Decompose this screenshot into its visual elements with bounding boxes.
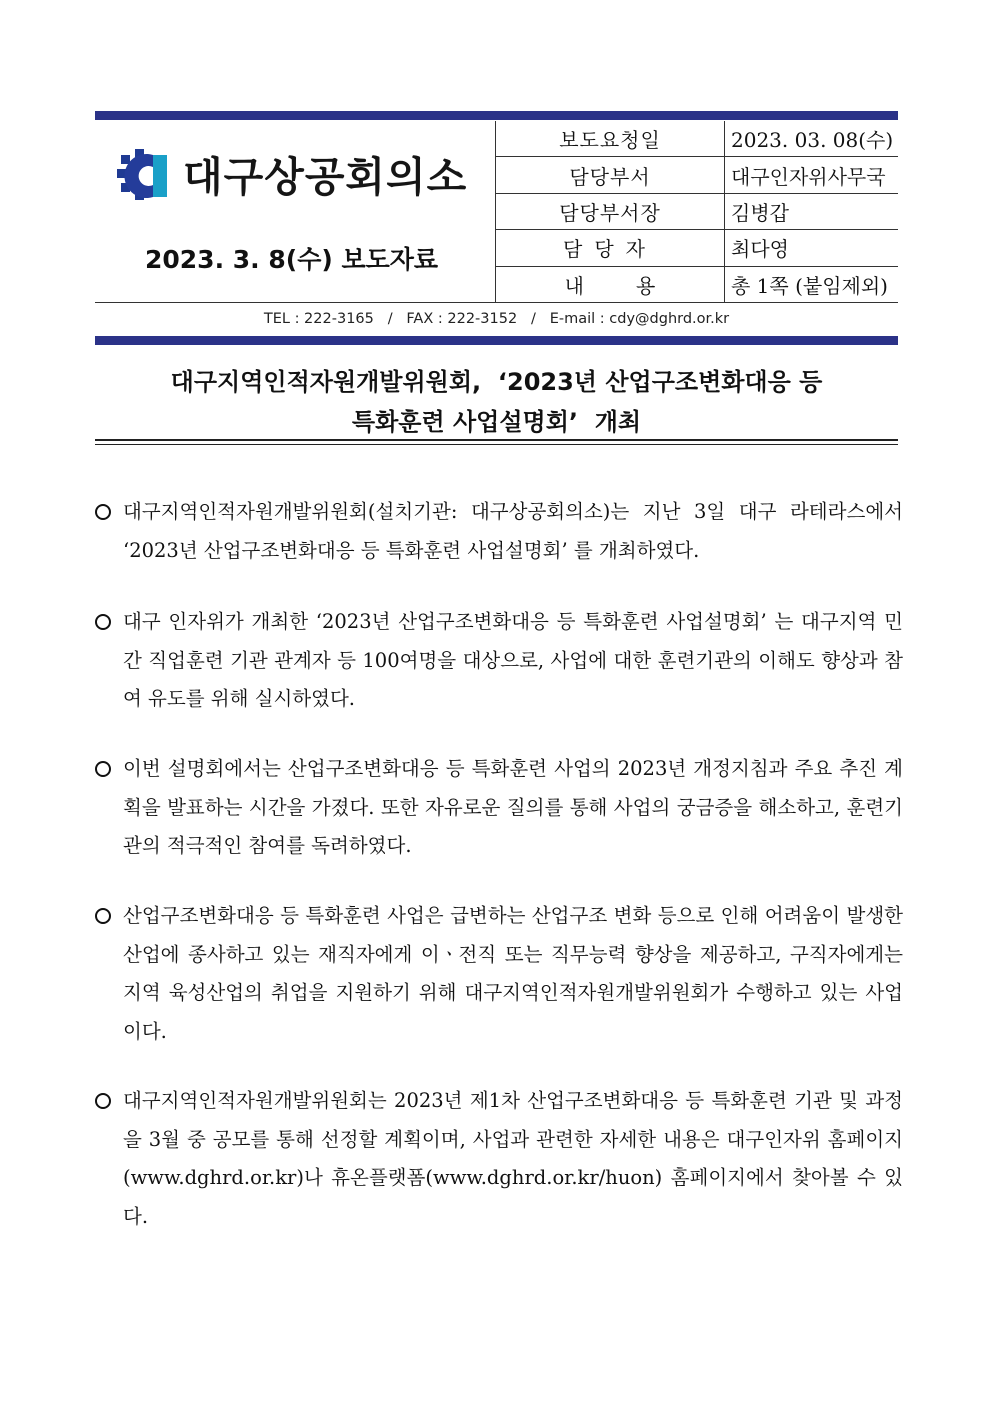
paragraph-text: 이번 설명회에서는 산업구조변화대응 등 특화훈련 사업의 2023년 개정지침과 주요 추진 계획을 발표하는 시간을 가졌다. 또한 자유로운 질의를 통해 사업의 궁금증을 해소하고, 훈련기관의 적극적인 참여를 독려하였다. (123, 757, 903, 857)
headline-line2: 특화훈련 사업설명회’ 개최 (351, 408, 642, 436)
headline (95, 362, 898, 442)
release-info-table (495, 121, 898, 302)
info-row (496, 193, 899, 229)
body-paragraph (95, 1082, 903, 1236)
paragraph-text: 대구 인자위가 개최한 ‘2023년 산업구조변화대응 등 특화훈련 사업설명회’ 는 대구지역 민간 직업훈련 기관 관계자 등 100여명을 대상으로, 사업에 대한 훈련기관의 이해도 향상과 참여 유도를 위해 실시하였다. (123, 610, 903, 710)
chamber-logo-icon (117, 149, 167, 203)
body-paragraph (95, 493, 903, 570)
body-paragraph (95, 750, 903, 866)
header-top-rule (95, 111, 898, 120)
circle-bullet-icon (95, 761, 111, 777)
info-value: 최다영 (725, 230, 899, 266)
info-row (496, 157, 899, 193)
info-row (496, 121, 899, 157)
info-row (496, 230, 899, 266)
info-label: 담당부서장 (496, 193, 725, 229)
info-value: 2023. 03. 08(수) (725, 121, 899, 157)
circle-bullet-icon (95, 614, 111, 630)
info-value: 총 1쪽 (붙임제외) (725, 266, 899, 302)
body-paragraph (95, 897, 903, 1051)
info-row (496, 266, 899, 302)
paragraph-text: 산업구조변화대응 등 특화훈련 사업은 급변하는 산업구조 변화 등으로 인해 어려움이 발생한 산업에 종사하고 있는 재직자에게 이ㆍ전직 또는 직무능력 향상을 제공하고, 구직자에게는 지역 육성산업의 취업을 지원하기 위해 대구지역인적자원개발위원회가 수행하고 있는 사업이다. (123, 904, 903, 1043)
paragraph-text: 대구지역인적자원개발위원회(설치기관: 대구상공회의소)는 지난 3일 대구 라테라스에서 ‘2023년 산업구조변화대응 등 특화훈련 사업설명회’ 를 개최하였다. (123, 500, 903, 562)
logo-area (95, 121, 495, 302)
circle-bullet-icon (95, 1093, 111, 1109)
press-release-header (95, 121, 898, 303)
info-label: 담당부서 (496, 157, 725, 193)
info-label: 담당자 (496, 230, 725, 266)
headline-underline-thin (95, 444, 898, 445)
paragraph-text: 대구지역인적자원개발위원회는 2023년 제1차 산업구조변화대응 등 특화훈련 기관 및 과정을 3월 중 공모를 통해 선정할 계획이며, 사업과 관련한 자세한 내용은 대구인자위 홈페이지(www.dghrd.or.kr)나 휴온플랫폼(www.dghrd.or.kr/huon) 홈페이지에서 찾아볼 수 있다. (123, 1089, 903, 1228)
info-label: 내용 (496, 266, 725, 302)
body-paragraph (95, 603, 903, 719)
circle-bullet-icon (95, 908, 111, 924)
info-label: 보도요청일 (496, 121, 725, 157)
info-value: 대구인자위사무국 (725, 157, 899, 193)
headline-line1: 대구지역인적자원개발위원회, ‘2023년 산업구조변화대응 등 (170, 368, 823, 396)
contact-line: TEL : 222-3165 / FAX : 222-3152 / E-mail : cdy@dghrd.or.kr (263, 311, 730, 327)
headline-underline (95, 439, 898, 441)
release-date-label: 2023. 3. 8(수) 보도자료 (145, 245, 439, 274)
header-bottom-rule (95, 336, 898, 345)
organization-name: 대구상공회의소 (183, 153, 468, 201)
info-value: 김병갑 (725, 193, 899, 229)
circle-bullet-icon (95, 504, 111, 520)
